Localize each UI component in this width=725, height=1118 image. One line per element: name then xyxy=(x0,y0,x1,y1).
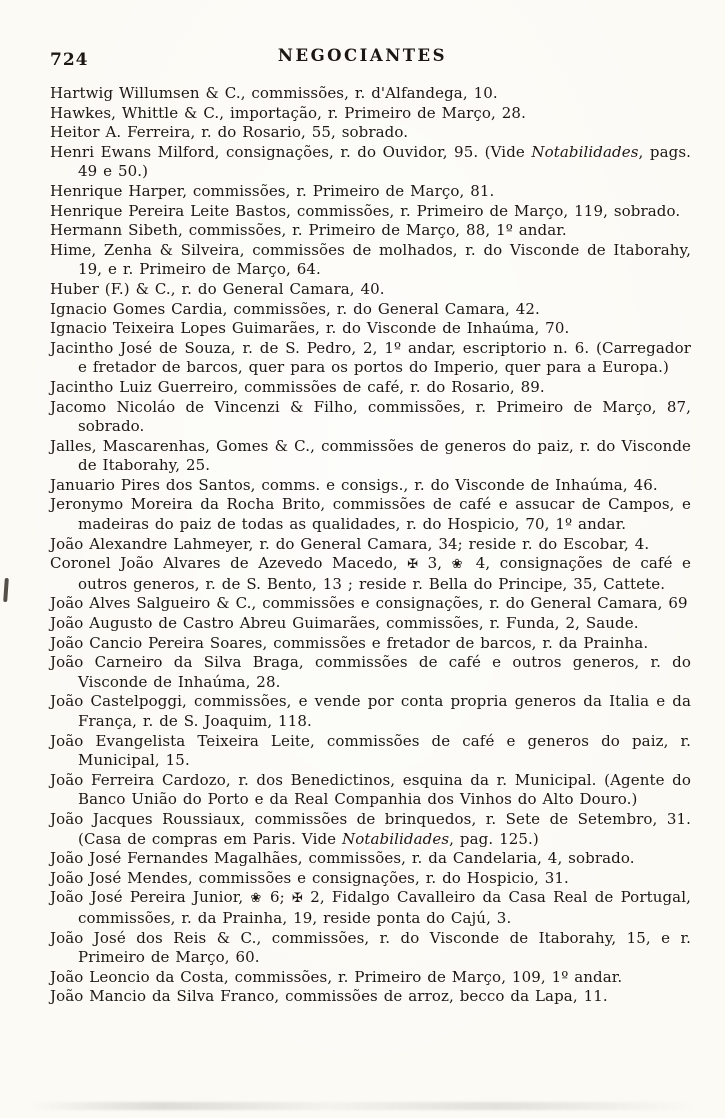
directory-entry: Coronel João Alvares de Azevedo Macedo, ✠ 3, ❀ 4, consignações de café e outros generos, r. de S. Bento, 13 ; reside r. Bella do Principe, 35, Cattete. xyxy=(50,554,691,593)
directory-entry: João Evangelista Teixeira Leite, commissões de café e generos do paiz, r. Municipal, 15. xyxy=(50,731,691,770)
directory-entry: João José Pereira Junior, ❀ 6; ✠ 2, Fidalgo Cavalleiro da Casa Real de Portugal, commissões, r. da Prainha, 19, reside ponta do Cajú, 3. xyxy=(50,888,691,927)
entries-list xyxy=(50,84,691,1007)
directory-entry: João Alves Salgueiro & C., commissões e consignações, r. do General Camara, 69 xyxy=(50,594,688,613)
directory-entry: João Mancio da Silva Franco, commissões de arroz, becco da Lapa, 11. xyxy=(50,987,608,1006)
directory-entry: Huber (F.) & C., r. do General Camara, 40. xyxy=(50,279,385,298)
directory-entry: João Alexandre Lahmeyer, r. do General Camara, 34; reside r. do Escobar, 4. xyxy=(50,534,650,553)
directory-entry: João Leoncio da Costa, commissões, r. Primeiro de Março, 109, 1º andar. xyxy=(50,967,623,986)
directory-entry: João José dos Reis & C., commissões, r. do Visconde de Itaborahy, 15, e r. Primeiro de Março, 60. xyxy=(50,928,691,967)
order-of-the-rose-icon: ❀ xyxy=(250,891,263,907)
directory-entry: João José Mendes, commissões e consignações, r. do Hospicio, 31. xyxy=(50,868,569,887)
directory-entry: João Jacques Roussiaux, commissões de brinquedos, r. Sete de Setembro, 31. (Casa de compras em Paris. Vide Notabilidades, pag. 125.) xyxy=(50,809,691,848)
directory-entry: Henrique Pereira Leite Bastos, commissões, r. Primeiro de Março, 119, sobrado. xyxy=(50,201,681,220)
directory-entry: Ignacio Teixeira Lopes Guimarães, r. do Visconde de Inhaúma, 70. xyxy=(50,319,570,338)
directory-entry: Januario Pires dos Santos, comms. e consigs., r. do Visconde de Inhaúma, 46. xyxy=(50,475,658,494)
order-of-christ-icon: ✠ xyxy=(291,891,303,907)
directory-entry: Jacintho José de Souza, r. de S. Pedro, 2, 1º andar, escriptorio n. 6. (Carregador e fretador de barcos, quer para os portos do Imperio, quer para a Europa.) xyxy=(50,338,691,377)
running-head: NEGOCIANTES xyxy=(277,46,448,65)
directory-entry: Ignacio Gomes Cardia, commissões, r. do General Camara, 42. xyxy=(50,299,540,318)
ink-blot-artifact xyxy=(3,578,9,602)
directory-entry: Henrique Harper, commissões, r. Primeiro de Março, 81. xyxy=(50,181,495,200)
directory-entry: Jacomo Nicoláo de Vincenzi & Filho, commissões, r. Primeiro de Março, 87, sobrado. xyxy=(50,397,691,436)
directory-entry: Heitor A. Ferreira, r. do Rosario, 55, sobrado. xyxy=(50,123,409,142)
directory-entry: João Carneiro da Silva Braga, commissões de café e outros generos, r. do Visconde de Inhaúma, 28. xyxy=(50,653,691,691)
directory-entry: Hermann Sibeth, commissões, r. Primeiro de Março, 88, 1º andar. xyxy=(50,221,567,240)
directory-entry: Hawkes, Whittle & C., importação, r. Primeiro de Março, 28. xyxy=(50,103,526,122)
page-header xyxy=(0,46,725,72)
directory-entry: João Cancio Pereira Soares, commissões e fretador de barcos, r. da Prainha. xyxy=(50,633,649,652)
directory-entry: Jalles, Mascarenhas, Gomes & C., commissões de generos do paiz, r. do Visconde de Itaborahy, 25. xyxy=(50,436,691,475)
directory-entry: João José Fernandes Magalhães, commissões, r. da Candelaria, 4, sobrado. xyxy=(50,849,635,868)
directory-entry: João Castelpoggi, commissões, e vende por conta propria generos da Italia e da França, r. de S. Joaquim, 118. xyxy=(50,692,691,730)
directory-entry: João Augusto de Castro Abreu Guimarães, commissões, r. Funda, 2, Saude. xyxy=(50,614,639,633)
directory-entry: Jeronymo Moreira da Rocha Brito, commissões de café e assucar de Campos, e madeiras do paiz de todas as qualidades, r. do Hospicio, 70, 1º andar. xyxy=(50,495,691,534)
scan-smudge-artifact xyxy=(30,1102,695,1110)
page-number: 724 xyxy=(50,50,89,70)
directory-entry: Jacintho Luiz Guerreiro, commissões de café, r. do Rosario, 89. xyxy=(50,377,545,396)
directory-entry: João Ferreira Cardozo, r. dos Benedictinos, esquina da r. Municipal. (Agente do Banco União do Porto e da Real Companhia dos Vinhos do Alto Douro.) xyxy=(50,770,691,809)
directory-entry: Hime, Zenha & Silveira, commissões de molhados, r. do Visconde de Itaborahy, 19, e r. Primeiro de Março, 64. xyxy=(50,240,691,279)
directory-entry: Henri Ewans Milford, consignações, r. do Ouvidor, 95. (Vide Notabilidades, pags. 49 e 50.) xyxy=(50,142,691,181)
order-of-christ-icon: ✠ xyxy=(407,557,419,573)
order-of-the-rose-icon: ❀ xyxy=(451,557,467,573)
directory-entry: Hartwig Willumsen & C., commissões, r. d'Alfandega, 10. xyxy=(50,84,498,102)
